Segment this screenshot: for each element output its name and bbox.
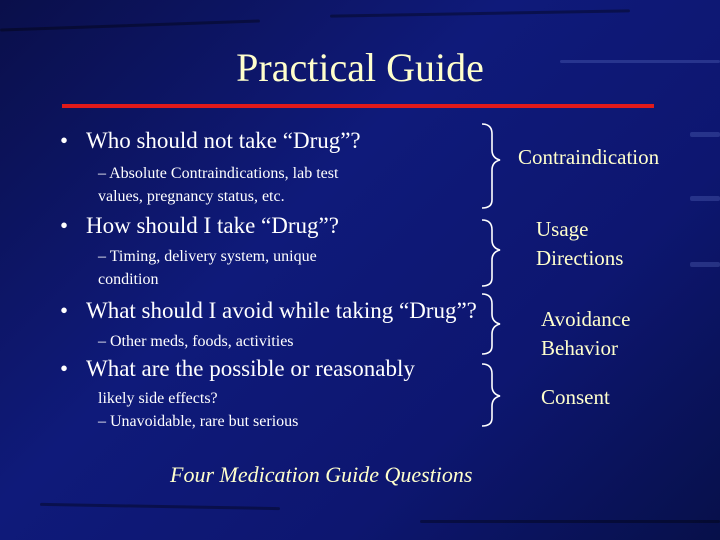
category-consent — [541, 383, 610, 412]
sub-line: – Timing, delivery system, unique — [98, 248, 317, 265]
category-line: Behavior — [541, 336, 618, 360]
sub-line: likely side effects? — [98, 390, 218, 407]
category-contraindication — [518, 143, 659, 172]
brace-avoidance — [482, 294, 500, 354]
bullet-text: Who should not take “Drug”? — [86, 128, 361, 153]
bullet-dot: • — [60, 213, 69, 238]
brace-usage — [482, 220, 500, 286]
bullet-text: What are the possible or reasonably — [86, 356, 415, 381]
sub-line: – Unavoidable, rare but serious — [98, 413, 299, 430]
sub-line: condition — [98, 271, 159, 288]
category-line: Directions — [536, 246, 624, 270]
bullet-text: How should I take “Drug”? — [86, 213, 339, 238]
category-line: Contraindication — [518, 145, 660, 169]
sub-line: – Absolute Contraindications, lab test — [98, 165, 339, 182]
category-avoidance-behavior — [541, 305, 630, 363]
brace-contraindication — [482, 124, 500, 208]
sub-line: – Other meds, foods, activities — [98, 333, 294, 350]
bullet-dot: • — [60, 298, 69, 323]
category-usage-directions — [536, 215, 623, 273]
slide-footer: Four Medication Guide Questions — [170, 462, 473, 487]
brace-consent — [482, 364, 500, 426]
bullet-dot: • — [60, 128, 69, 153]
category-line: Usage — [536, 217, 589, 241]
slide-title: Practical Guide — [236, 45, 484, 90]
bullet-dot: • — [60, 356, 69, 381]
sub-line: values, pregnancy status, etc. — [98, 188, 285, 205]
category-line: Consent — [541, 385, 610, 409]
category-line: Avoidance — [541, 307, 631, 331]
bullet-text: What should I avoid while taking “Drug”? — [86, 298, 477, 323]
